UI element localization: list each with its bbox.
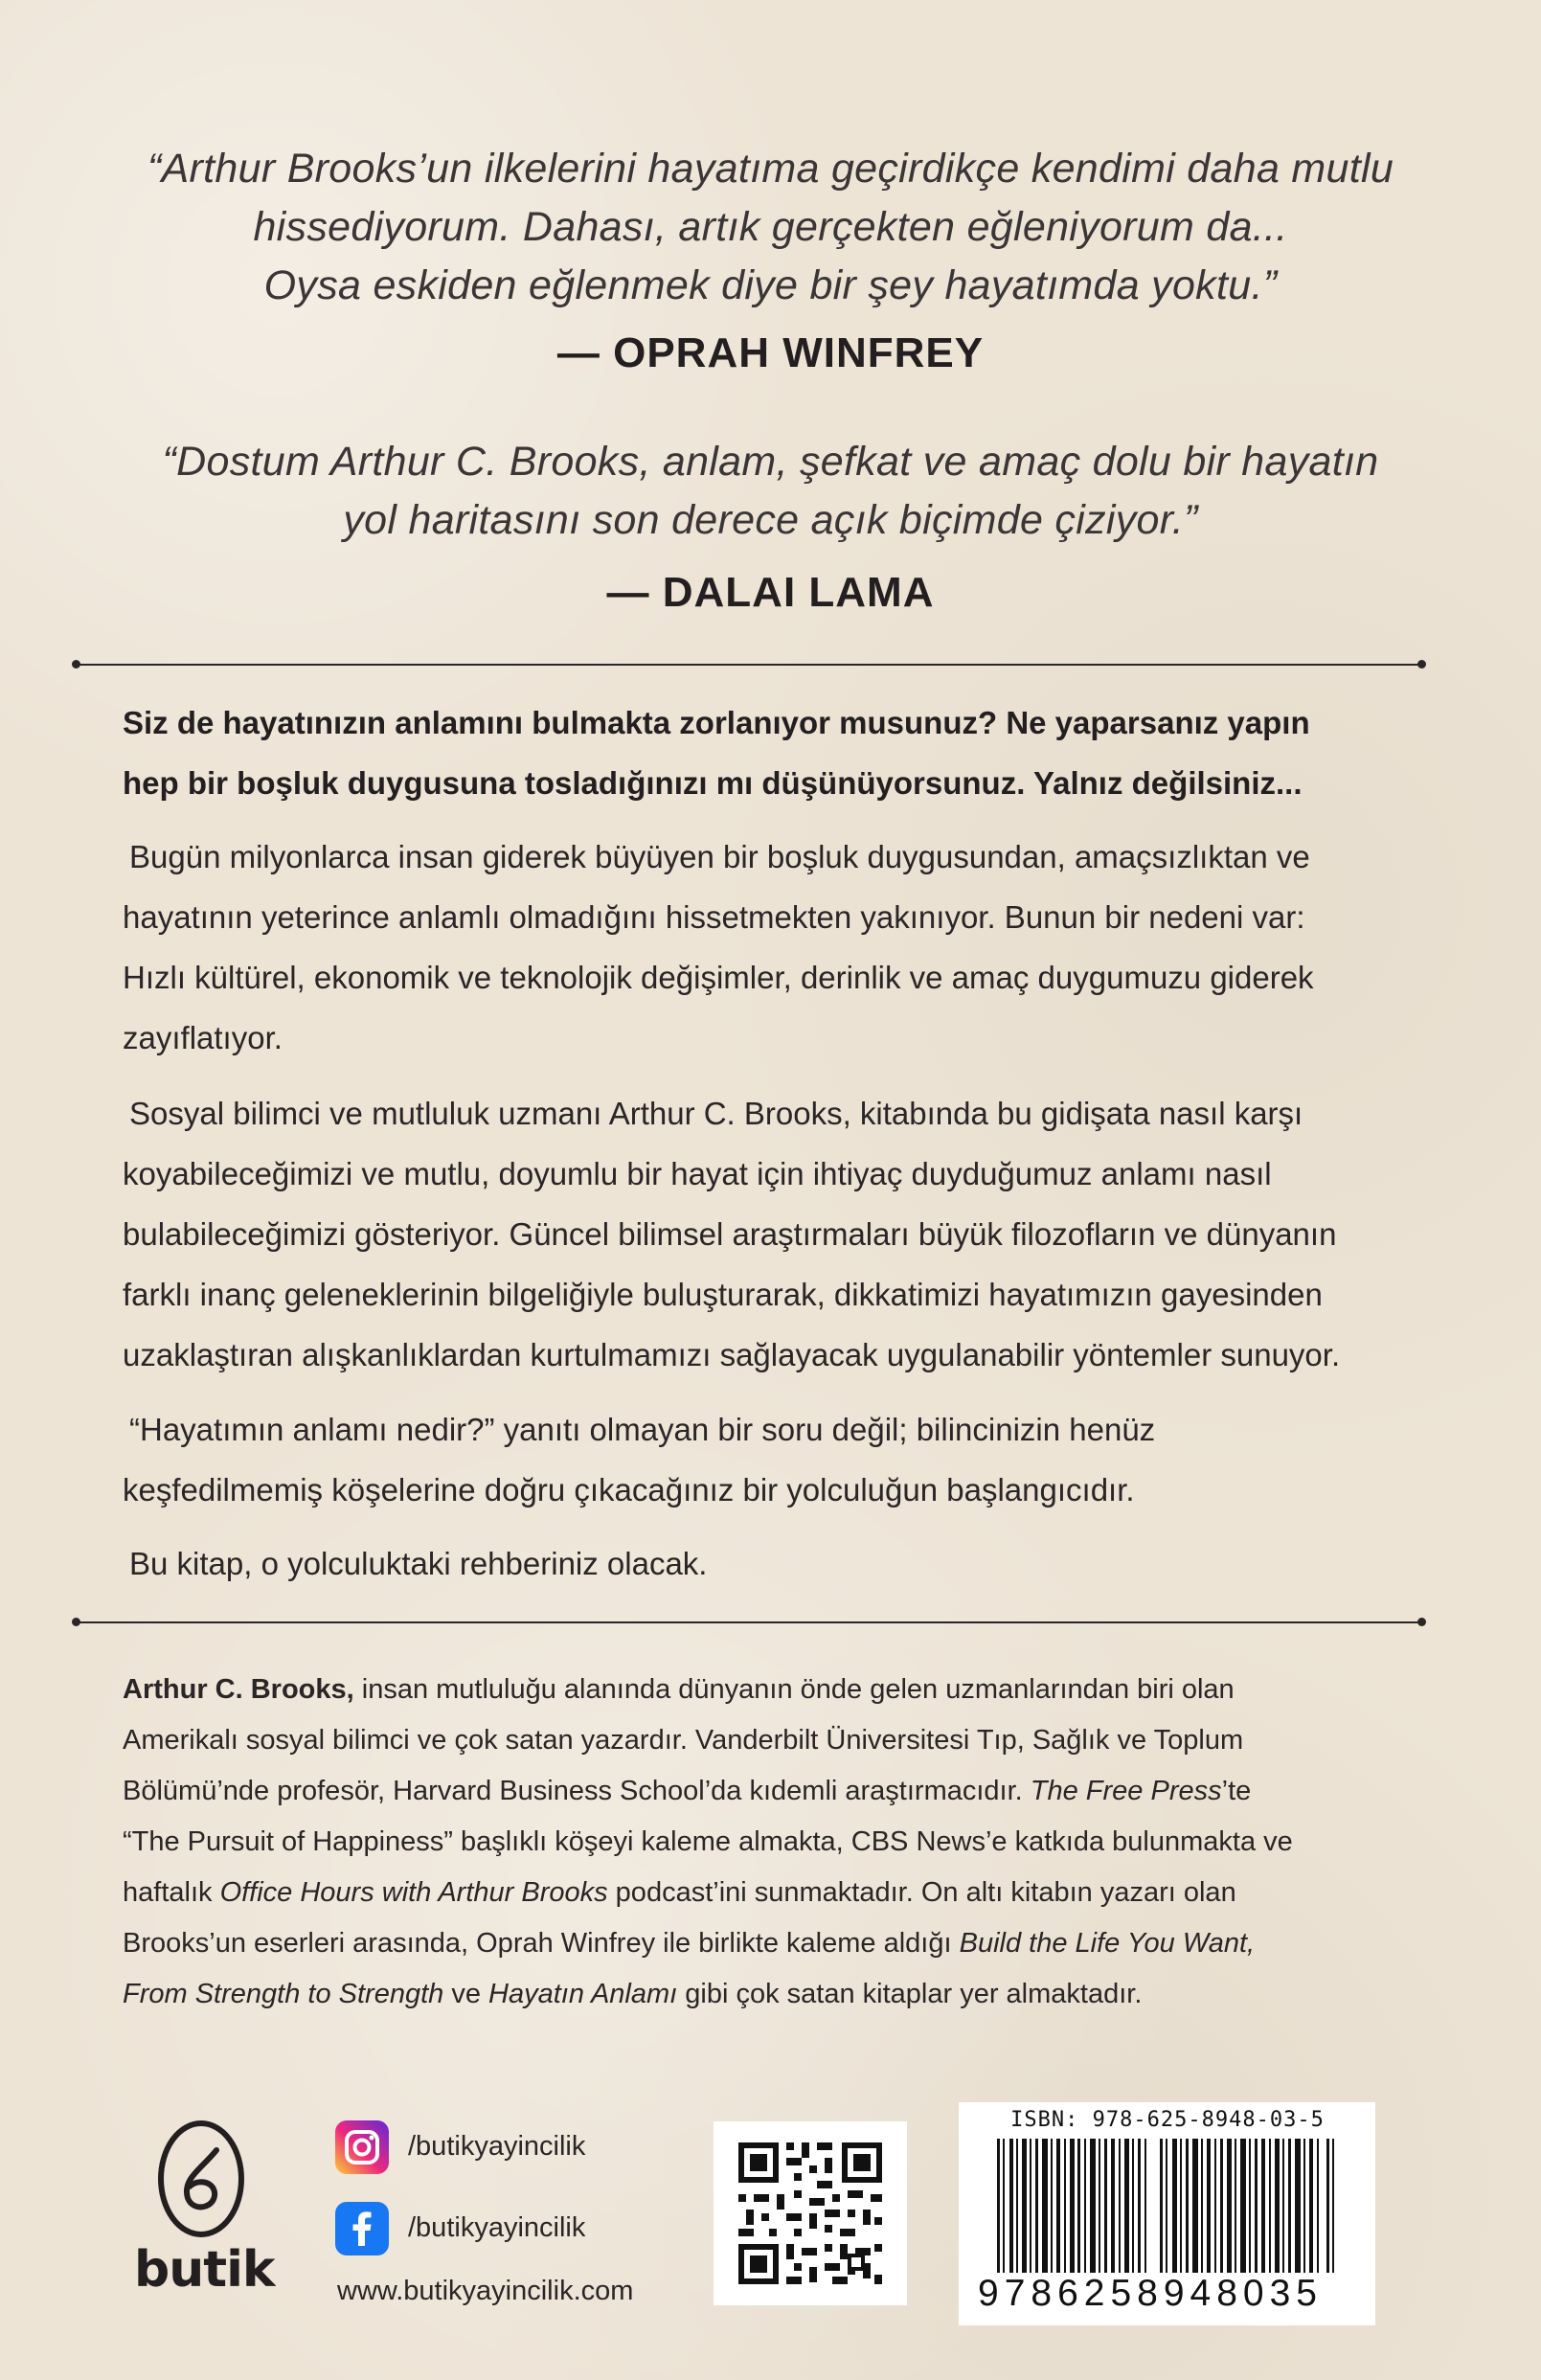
attribution-oprah: — OPRAH WINFREY bbox=[556, 329, 985, 376]
butik-logo-icon bbox=[134, 2112, 268, 2246]
bio-podcast: Office Hours with Arthur Brooks bbox=[219, 1877, 608, 1908]
description-paragraph-2: Sosyal bilimci ve mutluluk uzmanı Arthur C. Brooks, kitabında bu gidişata nasıl karşı koyabileceğimizi ve mutlu, doyumlu bir hayat için ihtiyaç duyduğumuz anlamı nasıl bulabileceğimizi gösteriyor. Güncel bilimsel araştırmaları büyük filozofların ve dünyanın farklı inanç geleneklerinin bilgeliğiyle buluşturarak, dikkatimizi hayatımızın gayesinden uzaklaştıran alışkanlıklardan kurtulmamızı sağlayacak uygulanabilir yöntemler sunuyor. bbox=[123, 1096, 1341, 1372]
divider-bottom bbox=[75, 1621, 1423, 1623]
author-bio: Arthur C. Brooks, insan mutluluğu alanında dünyanın önde gelen uzmanlarından biri olan Amerikalı sosyal bilimci ve çok satan yazardır. Vanderbilt Üniversitesi Tıp, Sağlık ve Toplum Bölümü’nde profesör, Harvard Business School’da kıdemli araştırmacıdır. The Free Press’te “The Pursuit of Happiness” başlıklı köşeyi kaleme almakta, CBS News’e katkıda bulunmakta ve haftalık Office Hours with Arthur Brooks podcast’ini sunmaktadır. On altı kitabın yazarı olan Brooks’un eserleri arasında, Oprah Winfrey ile birlikte kaleme aldığı Build the Life You Want, From Strength to Strength ve Hayatın Anlamı gibi çok satan kitaplar yer almaktadır. bbox=[123, 1674, 1293, 2009]
bio-publication: The Free Press bbox=[1030, 1776, 1222, 1806]
bio-book-title: Hayatın Anlamı bbox=[488, 1979, 678, 2009]
qr-code[interactable] bbox=[714, 2121, 907, 2305]
attribution-dalai-lama: — DALAI LAMA bbox=[606, 569, 935, 616]
isbn-label: ISBN: 978-625-8948-03-5 bbox=[1010, 2108, 1325, 2132]
divider-top bbox=[75, 664, 1423, 666]
description-paragraph-4: Bu kitap, o yolculuktaki rehberiniz olacak. bbox=[129, 1546, 708, 1581]
isbn-barcode bbox=[959, 2102, 1375, 2325]
butik-logo bbox=[134, 2112, 275, 2308]
bio-book-title: Build the Life You Want, bbox=[959, 1928, 1256, 1959]
facebook-icon[interactable] bbox=[335, 2202, 389, 2255]
description-paragraph-1: Bugün milyonlarca insan giderek büyüyen bir boşluk duygusundan, amaçsızlıktan ve hayatının yeterince anlamlı olmadığını hissetmekten yakınıyor. Bunun bir nedeni var: Hızlı kültürel, ekonomik ve teknolojik değişimler, derinlik ve amaç duygumuzu giderek zayıflatıyor. bbox=[123, 839, 1314, 1055]
description-lead: Siz de hayatınızın anlamını bulmakta zorlanıyor musunuz? Ne yaparsanız yapın hep bir boşluk duygusuna tosladığınızı mı düşünüyorsunuz. Yalnız değilsiniz... bbox=[123, 705, 1310, 801]
website-link[interactable]: www.butikyayincilik.com bbox=[337, 2276, 634, 2306]
bio-book-title: From Strength to Strength bbox=[123, 1979, 444, 2009]
barcode-number: 9786258948035 bbox=[974, 2273, 1361, 2315]
instagram-icon[interactable] bbox=[335, 2120, 389, 2174]
facebook-handle[interactable]: /butikyayincilik bbox=[408, 2212, 586, 2243]
qr-code-icon bbox=[714, 2121, 907, 2305]
quote-oprah: “Arthur Brooks’un ilkelerini hayatıma geçirdikçe kendimi daha mutlu hissediyorum. Dahası, artık gerçekten eğleniyorum da... Oysa eskiden eğlenmek diye bir şey hayatımda yoktu.” bbox=[147, 146, 1394, 308]
butik-logo-text: butik bbox=[134, 2241, 275, 2299]
bio-author-name: Arthur C. Brooks, bbox=[123, 1674, 354, 1705]
quote-dalai-lama: “Dostum Arthur C. Brooks, anlam, şefkat ve amaç dolu bir hayatın yol haritasını son derece açık biçimde çiziyor.” bbox=[162, 439, 1379, 543]
instagram-handle[interactable]: /butikyayincilik bbox=[408, 2131, 586, 2162]
description-paragraph-3: “Hayatımın anlamı nedir?” yanıtı olmayan bir soru değil; bilincinizin henüz keşfedilmemiş köşelerine doğru çıkacağınız bir yolculuğun başlangıcıdır. bbox=[123, 1412, 1156, 1507]
